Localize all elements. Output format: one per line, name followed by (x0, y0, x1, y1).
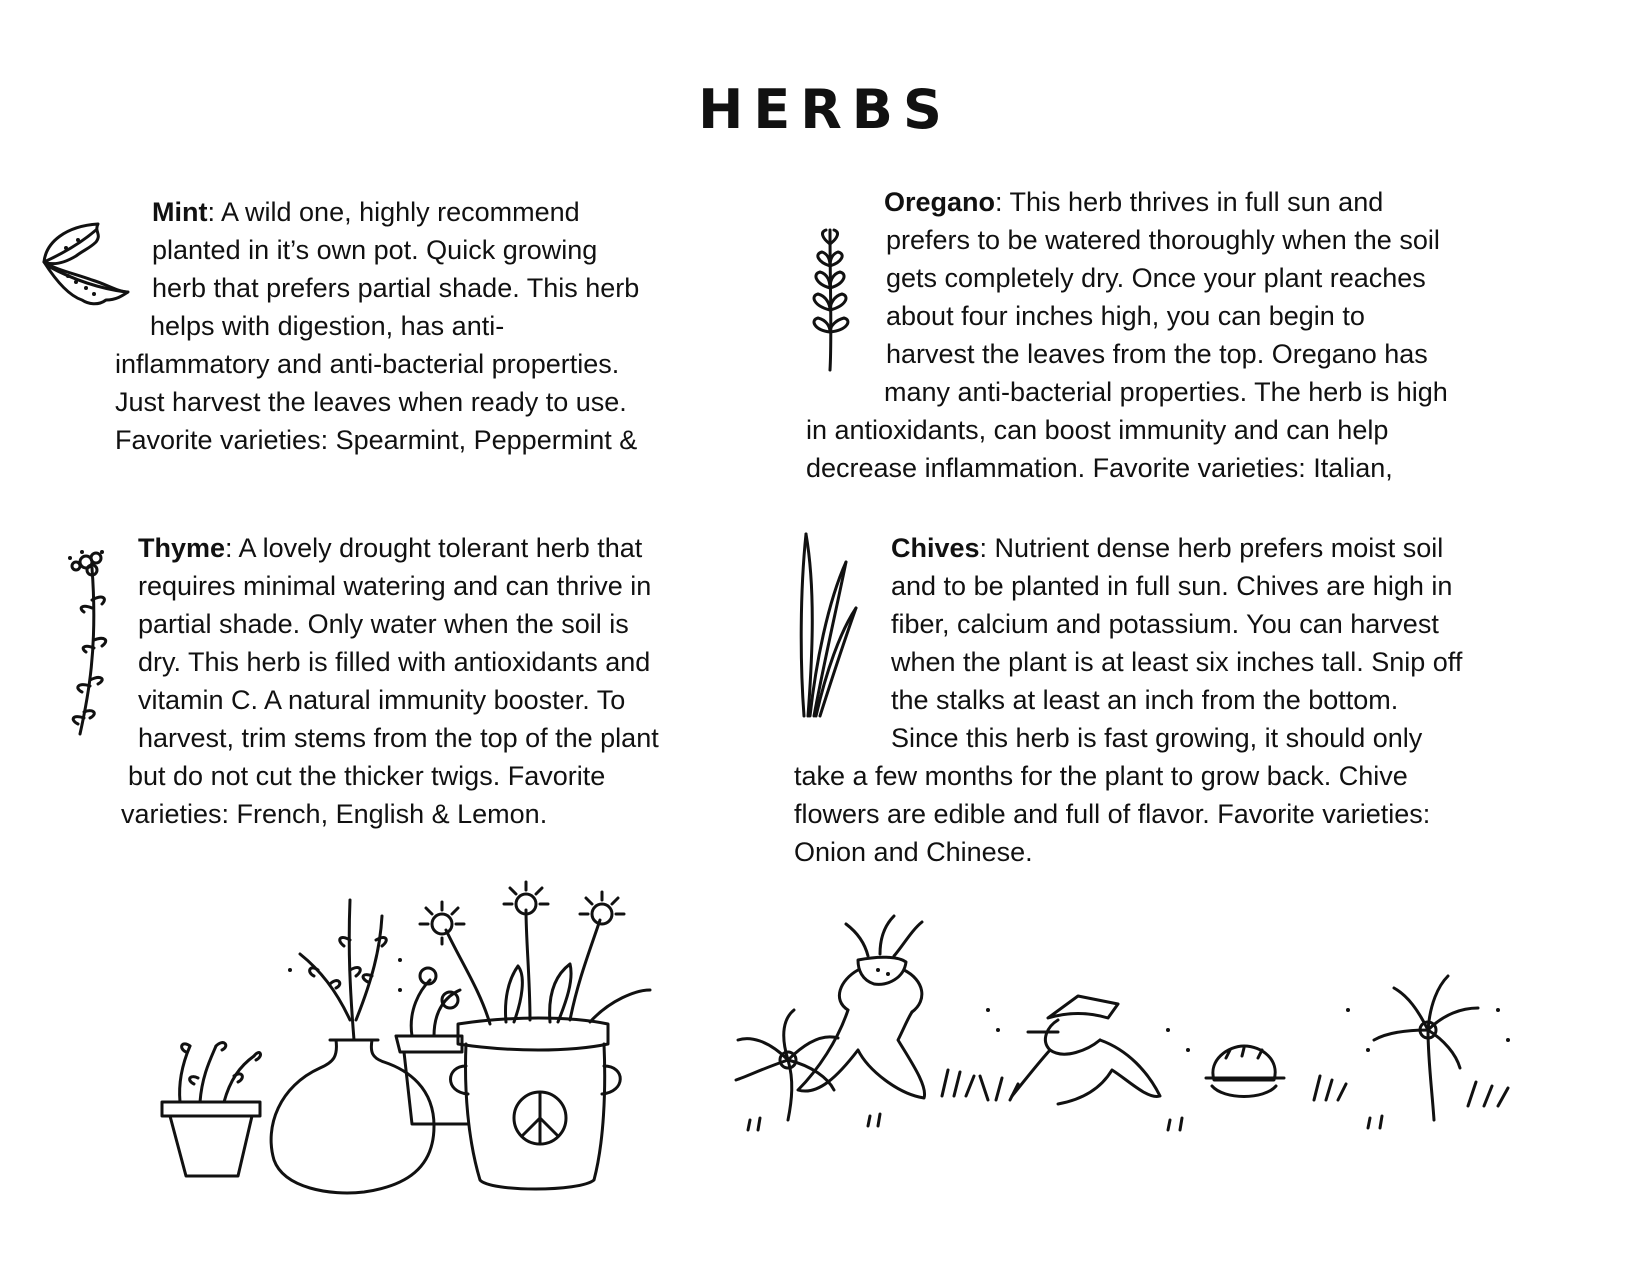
thyme-line-1: requires minimal watering and can thrive in (138, 571, 652, 601)
oregano-line-5: many anti-bacterial properties. The herb is high (884, 377, 1448, 407)
mint-line-0: Mint: A wild one, highly recommend (152, 197, 580, 227)
chives-line-5: Since this herb is fast growing, it should only (891, 723, 1423, 753)
oregano-line-7: decrease inflammation. Favorite varieties: Italian, (806, 453, 1393, 483)
oregano-line-1: prefers to be watered thoroughly when the soil (886, 225, 1440, 255)
chives-line-1: and to be planted in full sun. Chives are high in (891, 571, 1453, 601)
chives-line-3: when the plant is at least six inches tall. Snip off (891, 647, 1463, 677)
thyme-line-4: vitamin C. A natural immunity booster. To (138, 685, 626, 715)
chives-line-0: Chives: Nutrient dense herb prefers moist soil (891, 533, 1444, 563)
chives-line-7: flowers are edible and full of flavor. Favorite varieties: (794, 799, 1431, 829)
thyme-name: Thyme (138, 533, 226, 563)
mint-leaf-icon (36, 222, 136, 312)
mint-line-5: Just harvest the leaves when ready to use. (115, 387, 627, 417)
thyme-line-5: harvest, trim stems from the top of the plant (138, 723, 659, 753)
thyme-sprig-icon (62, 548, 122, 738)
chives-name: Chives (891, 533, 980, 563)
chives-line-4: the stalks at least an inch from the bottom. (891, 685, 1399, 715)
oregano-line-3: about four inches high, you can begin to (886, 301, 1365, 331)
chives-icon (794, 532, 864, 722)
mint-line-4: inflammatory and anti-bacterial properties. (115, 349, 620, 379)
oregano-sprig-icon (808, 226, 864, 376)
oregano-line-0: Oregano: This herb thrives in full sun and (884, 187, 1384, 217)
mint-line-3: helps with digestion, has anti- (150, 311, 505, 341)
potted-plants-illustration (150, 880, 670, 1200)
page-title: HERBS (698, 78, 952, 141)
oregano-name: Oregano (884, 187, 996, 217)
chives-line-8: Onion and Chinese. (794, 837, 1033, 867)
mint-line-1: planted in it’s own pot. Quick growing (152, 235, 598, 265)
oregano-line-6: in antioxidants, can boost immunity and can help (806, 415, 1389, 445)
thyme-line-3: dry. This herb is filled with antioxidants and (138, 647, 651, 677)
garden-figures-illustration (728, 900, 1528, 1150)
mint-line-2: herb that prefers partial shade. This herb (152, 273, 640, 303)
thyme-line-0: Thyme: A lovely drought tolerant herb that (138, 533, 643, 563)
thyme-line-7: varieties: French, English & Lemon. (121, 799, 548, 829)
thyme-line-2: partial shade. Only water when the soil is (138, 609, 629, 639)
mint-name: Mint (152, 197, 208, 227)
thyme-line-6: but do not cut the thicker twigs. Favorite (128, 761, 606, 791)
mint-line-6: Favorite varieties: Spearmint, Peppermint & (115, 425, 638, 455)
oregano-line-2: gets completely dry. Once your plant reaches (886, 263, 1426, 293)
chives-line-2: fiber, calcium and potassium. You can harvest (891, 609, 1439, 639)
chives-line-6: take a few months for the plant to grow back. Chive (794, 761, 1408, 791)
oregano-line-4: harvest the leaves from the top. Oregano has (886, 339, 1428, 369)
